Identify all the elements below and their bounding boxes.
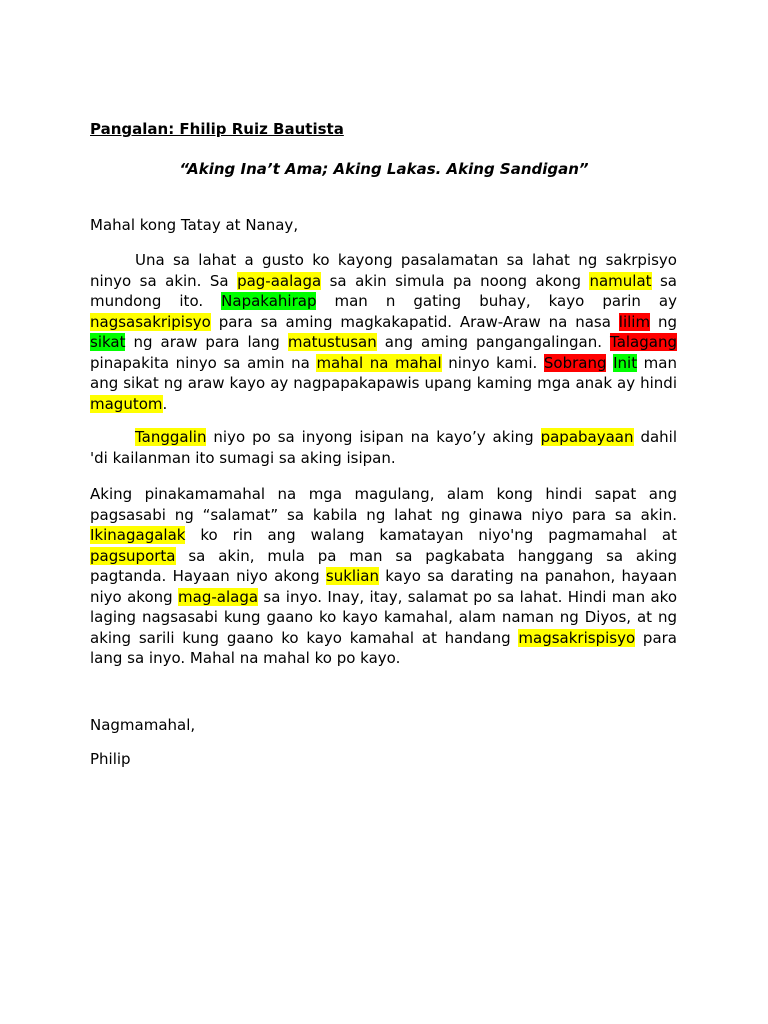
- highlighted-word-yellow: papabayaan: [540, 428, 634, 446]
- highlighted-word-red: lilim: [618, 312, 651, 331]
- text-segment: pinapakita ninyo sa amin na: [90, 353, 317, 372]
- text-segment: .: [162, 394, 168, 413]
- text-segment: niyo po sa inyong isipan na kayo’y aking: [206, 428, 541, 446]
- highlighted-word-yellow: Ikinagagalak: [90, 526, 186, 544]
- text-segment: para lang sa inyo. Mahal na mahal ko po kayo.: [90, 628, 677, 667]
- paragraph-1: [90, 250, 677, 414]
- letter-title: “Aking Ina’t Ama; Aking Lakas. Aking Sandigan”: [179, 160, 589, 178]
- text-segment: Una sa lahat a gusto ko kayong pasalamatan sa lahat ng sakrpisyo ninyo sa akin. Sa: [90, 251, 677, 290]
- highlighted-word-yellow: pagsuporta: [90, 546, 176, 565]
- highlighted-word-yellow: mag-alaga: [178, 587, 259, 606]
- highlighted-word-yellow: mahal na mahal: [316, 353, 442, 372]
- greeting: Mahal kong Tatay at Nanay,: [90, 216, 299, 234]
- highlighted-word-green: Init: [613, 353, 638, 372]
- text-segment: sa mundong ito.: [90, 271, 677, 310]
- text-segment: ko rin ang walang kamatayan niyo'ng pagmamahal at: [185, 526, 677, 544]
- text-segment: sa inyo. Inay, itay, salamat po sa lahat. Hindi man ako laging nagsasabi kung gaano ko kayo kamahal, alam naman ng Diyos, at ng aking sarili kung gaano ko kayo kamahal at handang: [90, 587, 677, 647]
- highlighted-word-green: Napakahirap: [221, 292, 317, 310]
- highlighted-word-yellow: matustusan: [287, 333, 377, 351]
- signature: Philip: [90, 750, 131, 768]
- highlighted-word-yellow: magsakrispisyo: [518, 628, 636, 647]
- highlighted-word-red: Sobrang: [543, 353, 607, 372]
- highlighted-word-yellow: suklian: [325, 567, 379, 585]
- text-segment: man ang sikat ng araw kayo ay nagpapakapawis upang kaming mga anak ay hindi: [90, 353, 677, 392]
- highlighted-word-yellow: magutom: [90, 394, 163, 413]
- text-segment: man n gating buhay, kayo parin ay: [316, 292, 678, 310]
- text-segment: Aking pinakamamahal na mga magulang, alam kong hindi sapat ang pagsasabi ng “salamat” sa kabila ng lahat ng ginawa niyo para sa akin.: [90, 485, 677, 524]
- text-segment: ninyo kami.: [441, 353, 544, 372]
- text-segment: ng araw para lang: [125, 333, 288, 351]
- paragraph-3: [90, 484, 677, 669]
- text-segment: kayo sa darating na panahon, hayaan niyo akong: [90, 567, 677, 606]
- highlighted-word-yellow: pag-aalaga: [237, 271, 322, 290]
- name-line: Pangalan: Fhilip Ruiz Bautista: [90, 120, 344, 138]
- paragraph-2: [90, 427, 677, 468]
- text-segment: sa akin, mula pa man sa pagkabata hanggang sa aking pagtanda. Hayaan niyo akong: [90, 546, 677, 585]
- highlighted-word-yellow: Tanggalin: [135, 428, 207, 446]
- closing: Nagmamahal,: [90, 716, 196, 734]
- highlighted-word-yellow: namulat: [589, 271, 652, 290]
- highlighted-word-red: Talagang: [610, 333, 677, 351]
- highlighted-word-green: sikat: [90, 333, 126, 351]
- highlighted-word-yellow: nagsasakripisyo: [90, 312, 211, 331]
- text-segment: ng: [650, 312, 677, 331]
- text-segment: ang aming pangangalingan.: [376, 333, 611, 351]
- text-segment: sa akin simula pa noong akong: [321, 271, 590, 290]
- text-segment: para sa aming magkakapatid. Araw-Araw na nasa: [210, 312, 619, 331]
- text-segment: dahil 'di kailanman ito sumagi sa aking isipan.: [90, 428, 677, 467]
